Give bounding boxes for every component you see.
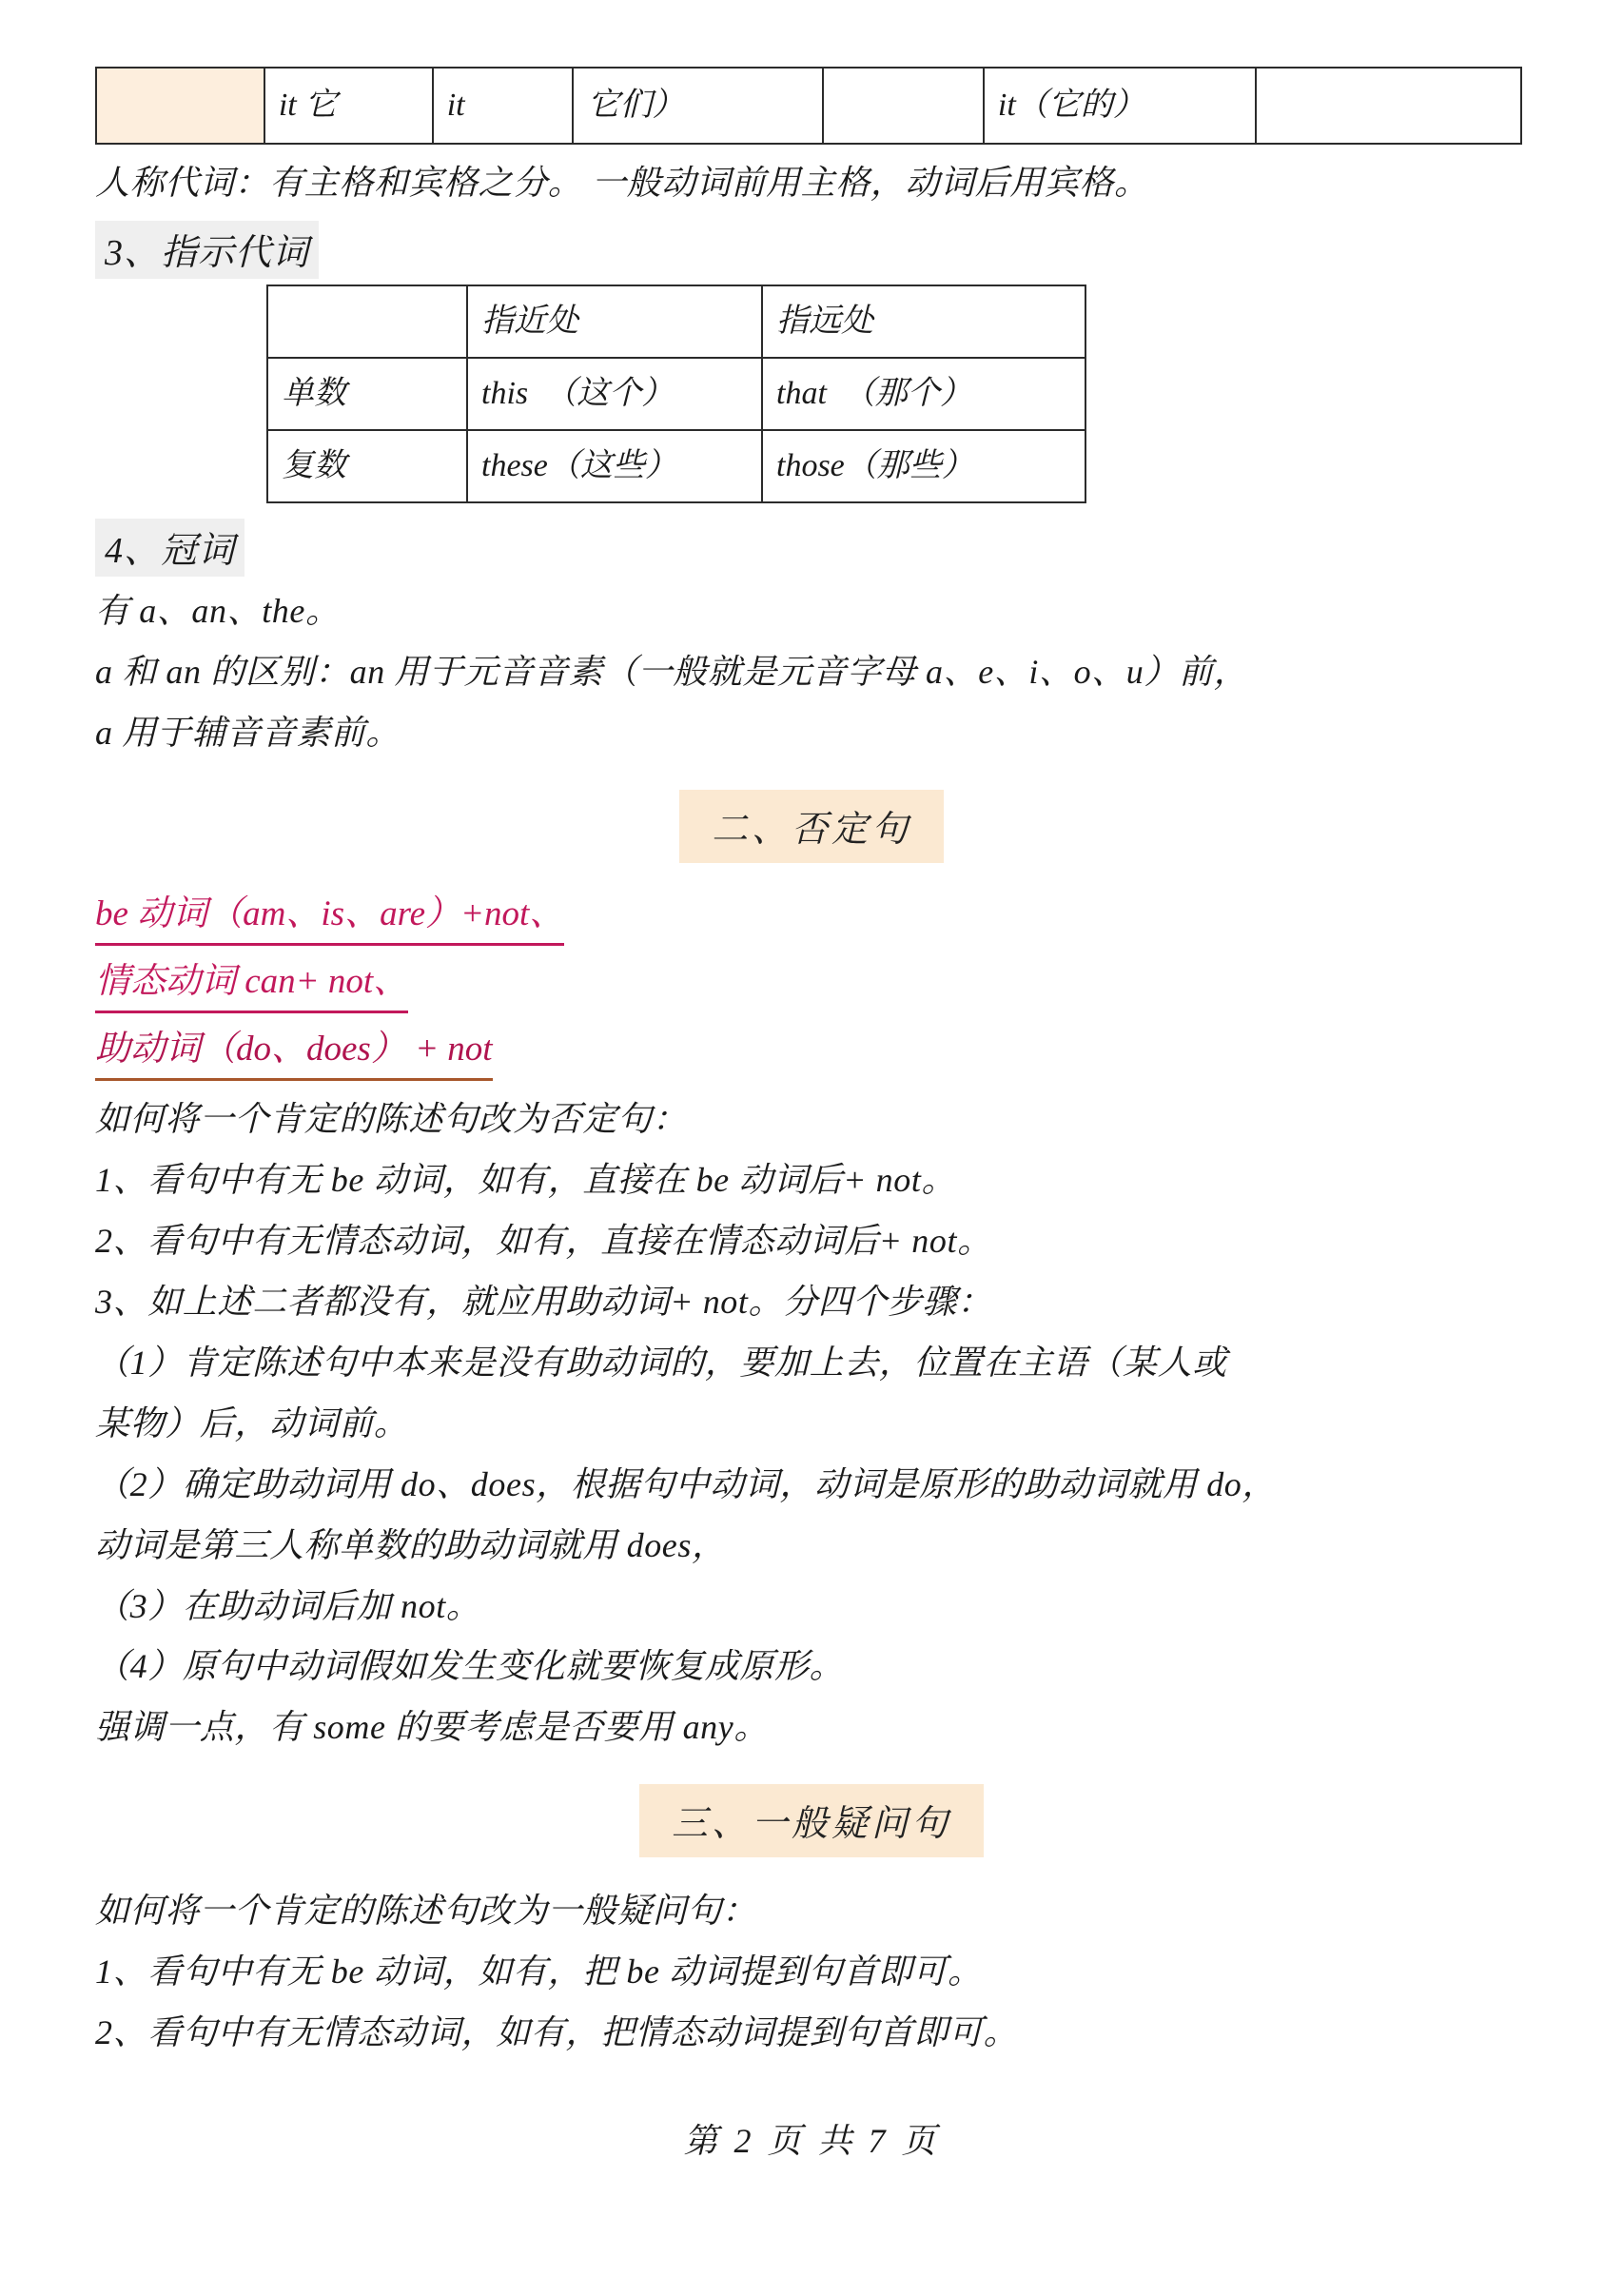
table-cell [1256,68,1521,144]
page-footer: 第 2 页 共 7 页 [683,2122,940,2161]
table-cell: this （这个） [467,358,762,430]
negative-line-10: （4）原句中动词假如发生变化就要恢复成原形。 [95,1647,845,1686]
table-row [96,68,1521,144]
question-line-3: 2、看句中有无情态动词，如有，把情态动词提到句首即可。 [95,2013,1019,2052]
article-line-2: a 和 an 的区别：an 用于元音音素（一般就是元音字母 a、e、i、o、u）前， [95,652,1249,691]
table-row [267,358,1085,430]
red-line-3-wrap [95,1023,1528,1090]
table-cell: those（那些） [762,430,1085,502]
heading-article-wrap [95,513,1528,582]
negative-line-8: 动词是第三人称单数的助动词就用 does， [95,1525,727,1564]
negative-line-9: （3）在助动词后加 not。 [95,1586,481,1625]
emphasis-auxiliary-verb: 助动词（do、does） + not [95,1023,493,1081]
question-line-2: 1、看句中有无 be 动词，如有，把 be 动词提到句首即可。 [95,1953,983,1992]
negative-line-5: （1）肯定陈述句中本来是没有助动词的，要加上去，位置在主语（某人或 [95,1343,1227,1382]
table-cell [267,285,467,358]
section-heading-question: 三、一般疑问句 [639,1784,984,1857]
table-cell [823,68,984,144]
negative-line-2: 1、看句中有无 be 动词，如有，直接在 be 动词后+ not。 [95,1161,957,1200]
heading-demonstrative-wrap [95,215,1528,285]
table-cell: it 它 [264,68,433,144]
table-cell: it [433,68,574,144]
table-cell [96,68,264,144]
negative-line-1: 如何将一个肯定的陈述句改为否定句： [95,1100,688,1139]
table-cell: 单数 [267,358,467,430]
table-cell: these（这些） [467,430,762,502]
table-cell: 指近处 [467,285,762,358]
heading-article: 4、冠词 [95,519,244,577]
pronoun-note: 人称代词：有主格和宾格之分。 一般动词前用主格，动词后用宾格。 [95,164,1149,202]
article-line-3: a 用于辅音音素前。 [95,713,401,752]
pronoun-table [95,67,1522,145]
negative-line-11: 强调一点，有 some 的要考虑是否要用 any。 [95,1708,769,1747]
section-question-wrap [95,1784,1528,1857]
table-cell: 它们） [573,68,822,144]
article-line-1: 有 a、an、the。 [95,591,341,630]
negative-line-7: （2）确定助动词用 do、does，根据句中动词，动词是原形的助动词就用 do， [95,1464,1277,1503]
question-line-1: 如何将一个肯定的陈述句改为一般疑问句： [95,1892,757,1931]
negative-line-4: 3、如上述二者都没有，就应用助动词+ not。分四个步骤： [95,1283,992,1322]
negative-line-3: 2、看句中有无情态动词，如有，直接在情态动词后+ not。 [95,1222,992,1261]
table-header-row [267,285,1085,358]
table-row [267,430,1085,502]
red-line-1-wrap [95,888,1528,955]
demonstrative-table [266,285,1086,503]
emphasis-modal-verb: 情态动词 can+ not、 [95,955,408,1013]
section-heading-negative: 二、否定句 [679,790,944,863]
red-line-2-wrap [95,955,1528,1023]
emphasis-be-verb: be 动词（am、is、are）+not、 [95,888,564,946]
negative-line-6: 某物）后，动词前。 [95,1403,409,1442]
table-cell: 指远处 [762,285,1085,358]
heading-demonstrative: 3、指示代词 [95,221,319,279]
section-negative-wrap [95,790,1528,863]
table-cell: that （那个） [762,358,1085,430]
demonstrative-table-wrap [95,285,1528,503]
table-cell: 复数 [267,430,467,502]
table-cell: it（它的） [984,68,1257,144]
